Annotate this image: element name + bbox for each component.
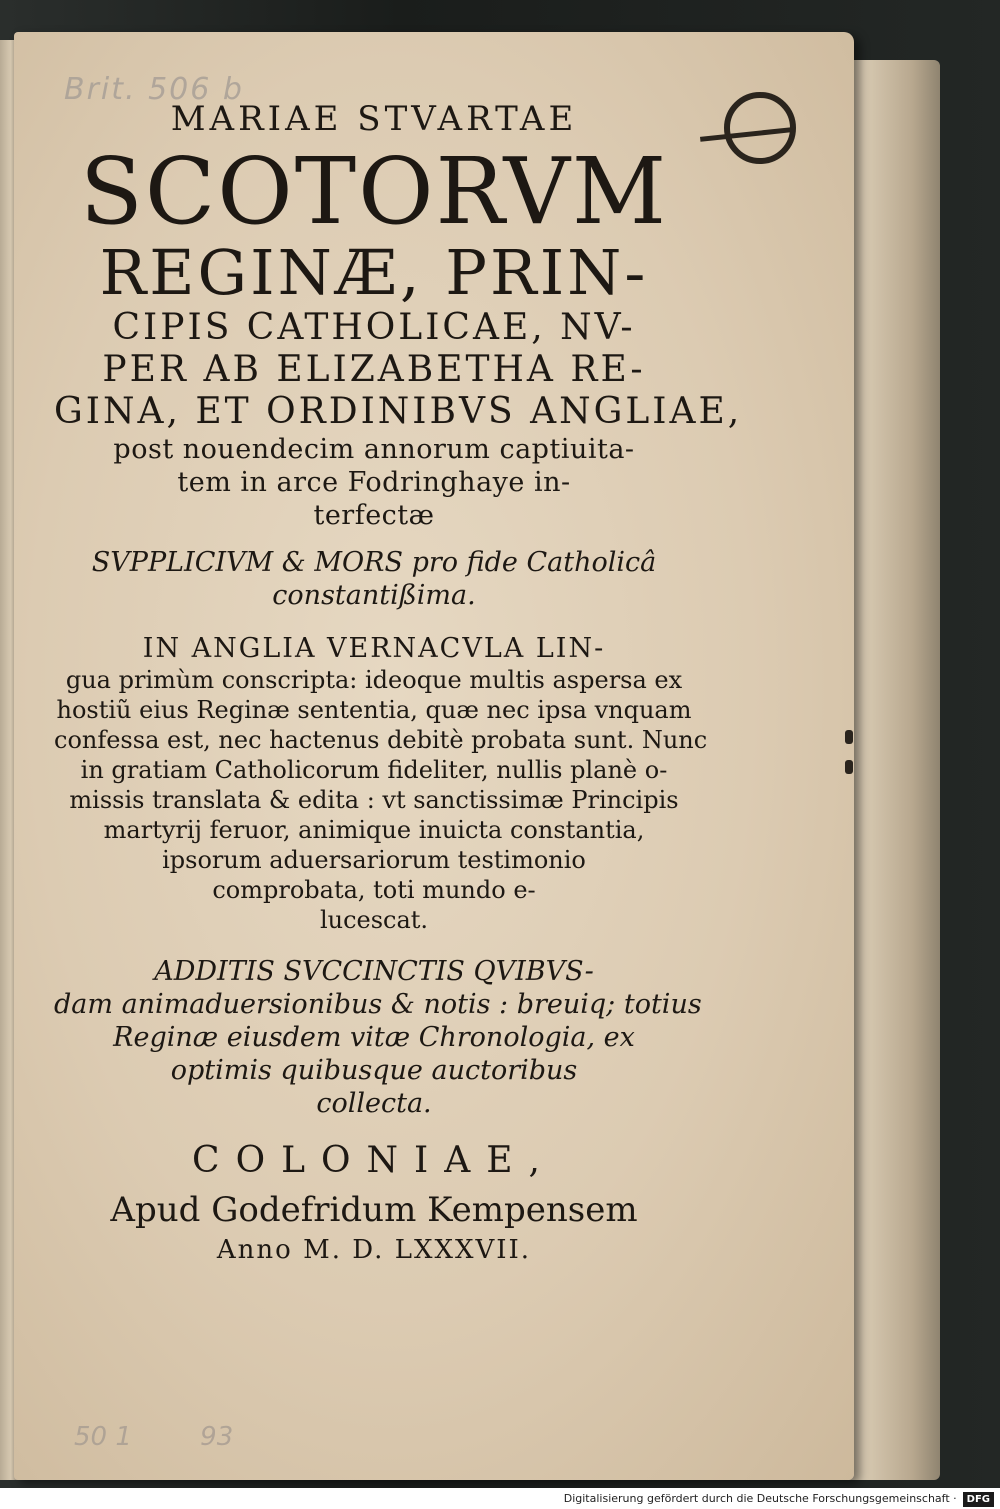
title-line-1: MARIAE STVARTAE	[170, 99, 578, 139]
shelfmark-annotation: Brit. 506 b	[64, 72, 244, 107]
imprint-place: COLONIAE,	[192, 1140, 556, 1181]
imprint-printer: Apud Godefridum Kempensem	[110, 1190, 638, 1230]
additis-line-4: optimis quibusque auctoribus	[170, 1055, 578, 1086]
pencil-notes	[74, 1422, 293, 1452]
handwritten-mark	[724, 92, 796, 164]
pencil-note-1: 50 1	[74, 1422, 132, 1452]
title-line-9: terfectæ	[313, 500, 435, 531]
imprint-year: Anno M. D. LXXXVII.	[216, 1235, 532, 1265]
body-line-4: confessa est, nec hactenus debitè probata sunt. Nunc	[54, 726, 708, 754]
additis-line-1: ADDITIS SVCCINCTIS QVIBVS-	[154, 956, 594, 987]
dfg-logo: DFG	[963, 1492, 994, 1507]
title-page-text	[54, 99, 743, 1265]
title-line-8: tem in arce Fodringhaye in-	[177, 467, 571, 498]
sewing-marks	[845, 730, 853, 790]
body-line-9: comprobata, toti mundo e-	[212, 876, 536, 904]
footer-credit: Digitalisierung gefördert durch die Deutsche Forschungsgemeinschaft ·	[563, 1492, 957, 1505]
body-line-6: missis translata & edita : vt sanctissimæ Principis	[69, 786, 679, 814]
body-line-10: lucescat.	[319, 906, 429, 934]
body-line-8: ipsorum aduersariorum testimonio	[162, 846, 586, 874]
title-line-4: CIPIS CATHOLICAE, NV-	[112, 307, 636, 348]
body-line-3: hostiũ eius Reginæ sententia, quæ nec ipsa vnquam	[56, 696, 692, 724]
title-line-6: GINA, ET ORDINIBVS ANGLIAE,	[54, 391, 743, 432]
title-line-2: SCOTORVM	[79, 138, 669, 245]
body-line-1: IN ANGLIA VERNACVLA LIN-	[142, 633, 606, 664]
body-line-2: gua primùm conscripta: ideoque multis aspersa ex	[65, 666, 683, 694]
additis-line-5: collecta.	[316, 1088, 432, 1119]
body-line-7: martyrij feruor, animique inuicta constantia,	[103, 816, 645, 844]
body-line-5: in gratiam Catholicorum fideliter, nullis planè o-	[80, 756, 668, 784]
title-line-3: REGINÆ, PRIN-	[99, 236, 649, 309]
title-line-7: post nouendecim annorum captiuita-	[113, 434, 635, 465]
footer-bar	[0, 1488, 1000, 1509]
pencil-note-2: 93	[200, 1422, 234, 1452]
supplicium-line-1: SVPPLICIVM & MORS pro fide Catholicâ	[91, 547, 657, 578]
title-page	[14, 32, 854, 1480]
additis-line-3: Reginæ eiusdem vitæ Chronologia, ex	[113, 1022, 635, 1053]
additis-line-2: dam animaduersionibus & notis : breuiq; totius	[54, 989, 702, 1020]
title-line-5: PER AB ELIZABETHA RE-	[102, 349, 646, 390]
supplicium-line-2: constantißima.	[272, 580, 476, 611]
